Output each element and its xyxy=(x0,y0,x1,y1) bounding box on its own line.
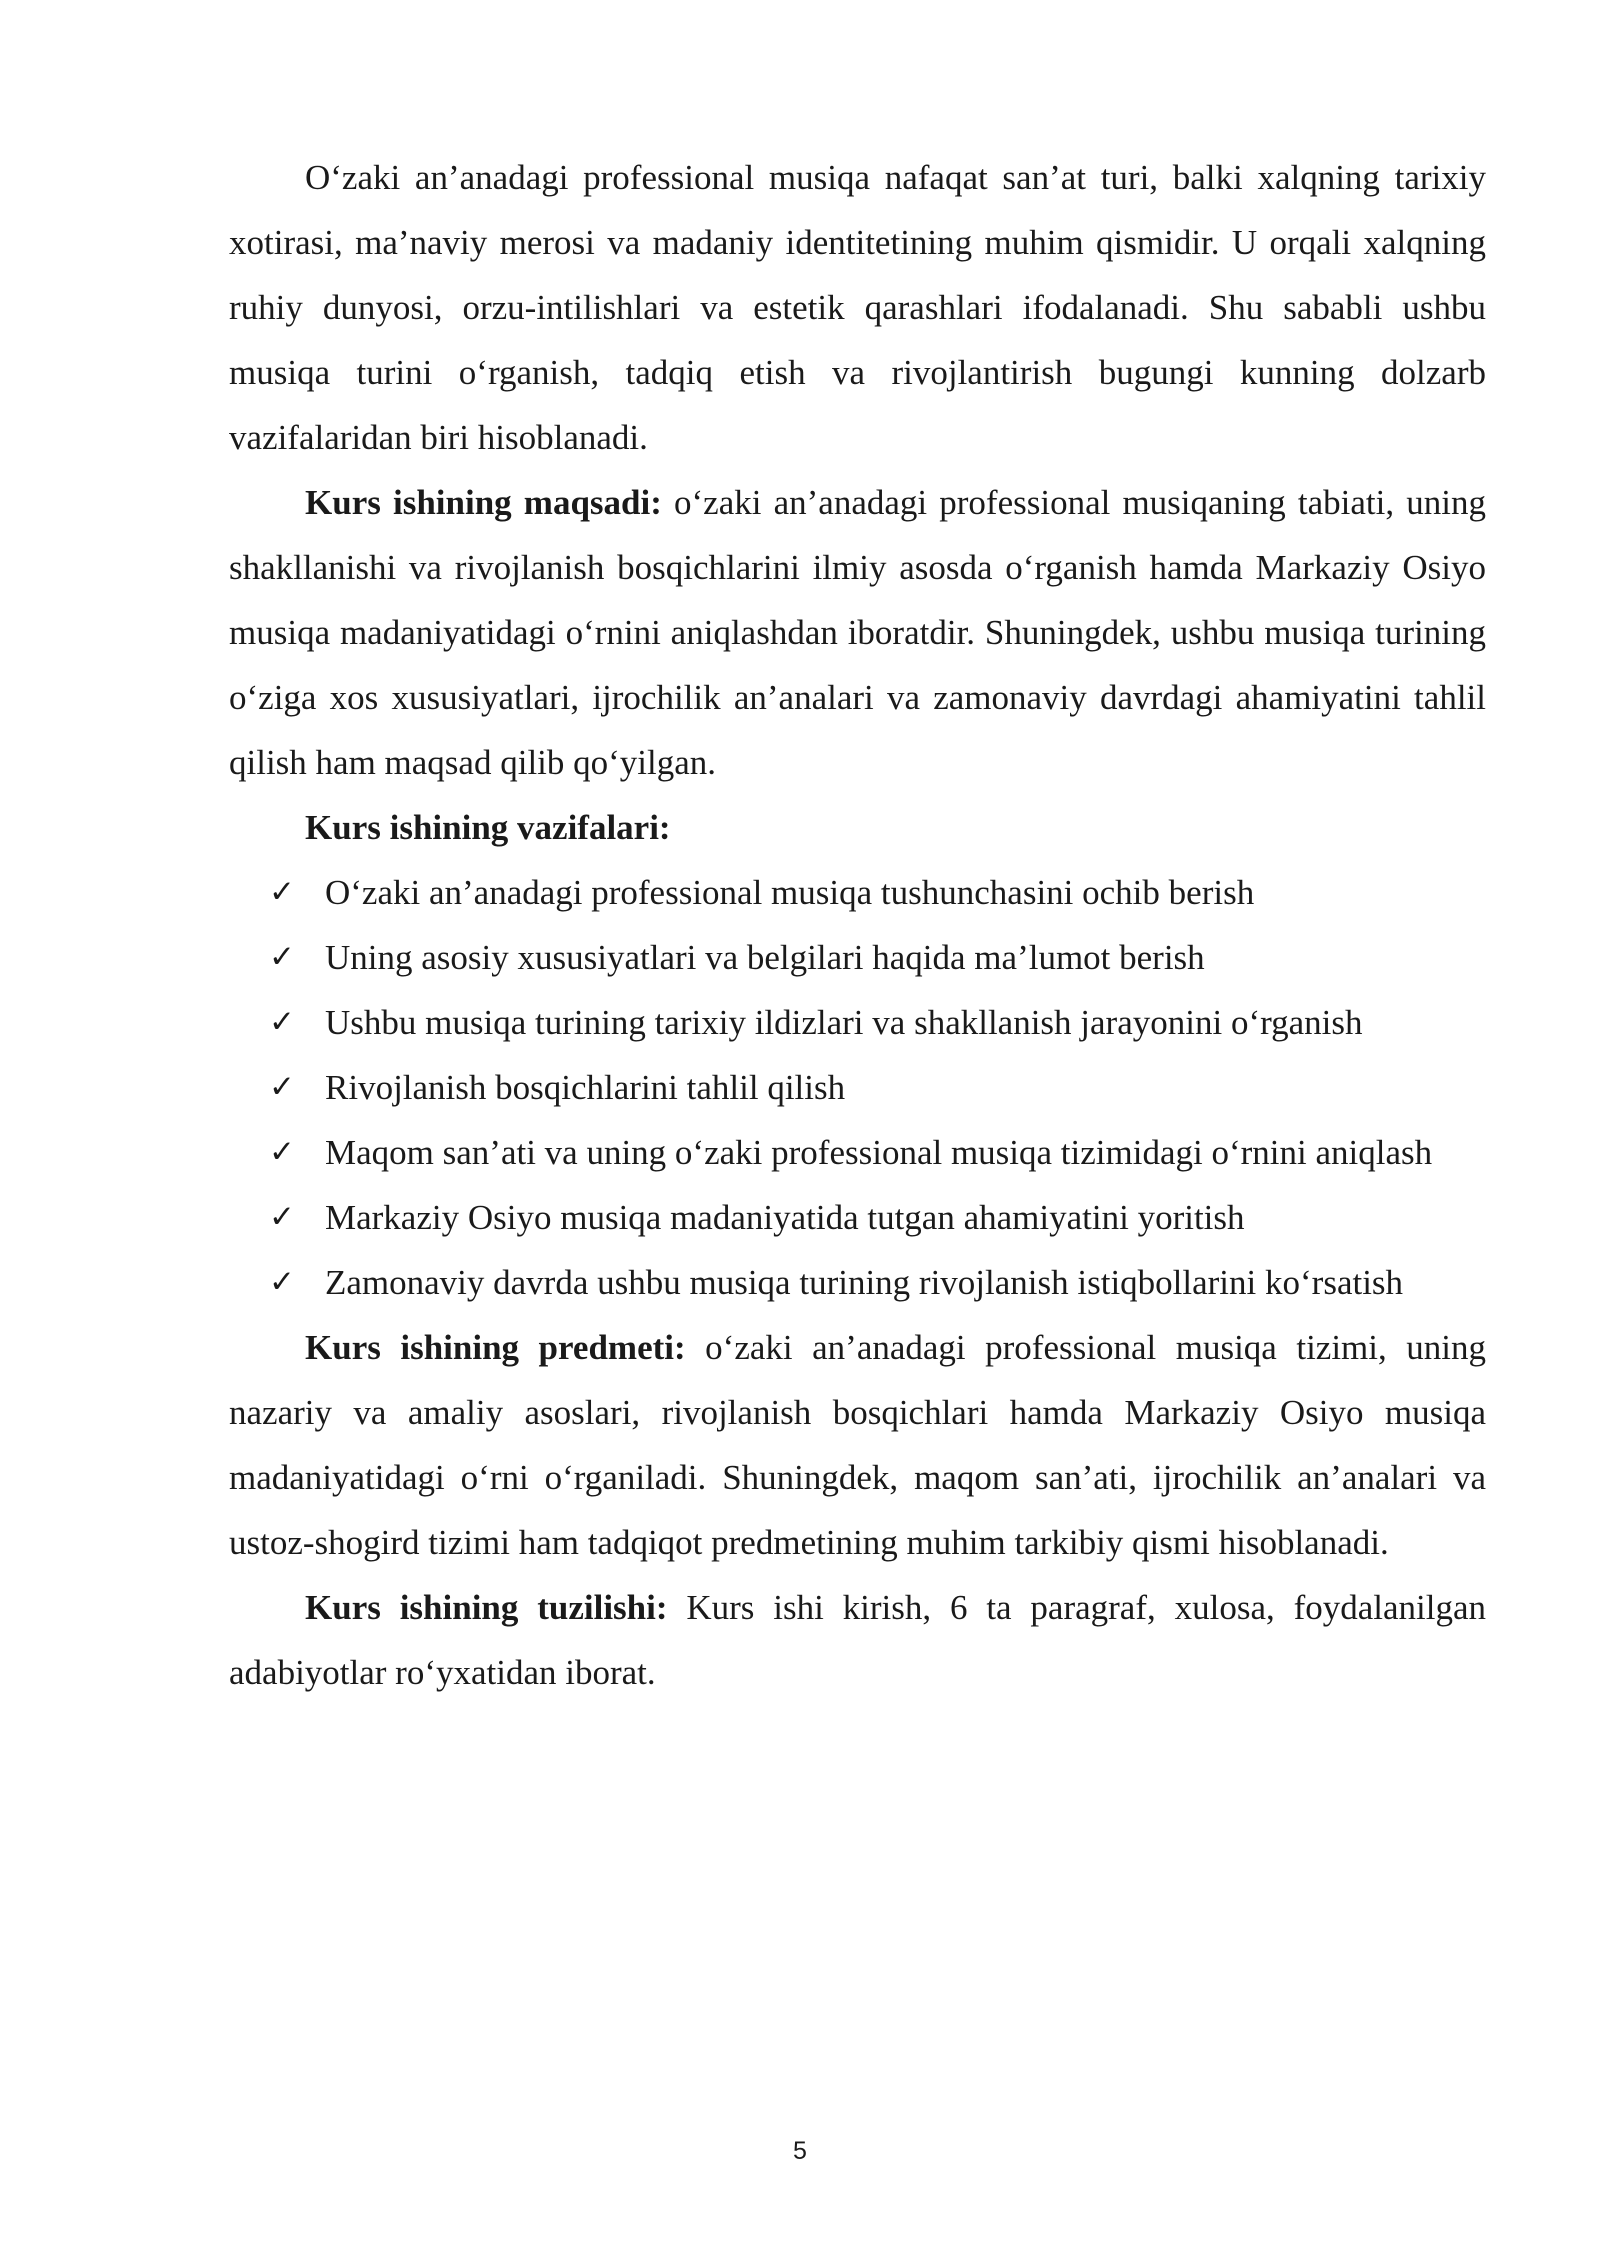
subject-label: Kurs ishining predmeti: xyxy=(305,1328,686,1367)
list-item xyxy=(229,925,1486,990)
checkmark-icon: ✓ xyxy=(269,1134,295,1170)
tasks-label: Kurs ishining vazifalari: xyxy=(305,808,671,847)
task-text: Markaziy Osiyo musiqa madaniyatida tutgan ahamiyatini yoritish xyxy=(325,1198,1245,1237)
list-item xyxy=(229,1250,1486,1315)
checkmark-icon: ✓ xyxy=(269,1004,295,1040)
list-item xyxy=(229,860,1486,925)
goal-text: o‘zaki an’anadagi professional musiqaning tabiati, uning shakllanishi va rivojlanish bosqichlarini ilmiy asosda o‘rganish hamda Markaziy Osiyo musiqa madaniyatidagi o‘rnini aniqlashdan iboratdir. Shuningdek, ushbu musiqa turining o‘ziga xos xususiyatlari, ijrochilik an’analari va zamonaviy davrdagi ahamiyatini tahlil qilish ham maqsad qilib qo‘yilgan. xyxy=(229,483,1486,782)
list-item xyxy=(229,990,1486,1055)
task-text: Ushbu musiqa turining tarixiy ildizlari va shakllanish jarayonini o‘rganish xyxy=(325,1003,1363,1042)
checkmark-icon: ✓ xyxy=(269,939,295,975)
goal-paragraph xyxy=(229,470,1486,795)
subject-paragraph xyxy=(229,1315,1486,1575)
task-text: Uning asosiy xususiyatlari va belgilari haqida ma’lumot berish xyxy=(325,938,1205,977)
list-item xyxy=(229,1055,1486,1120)
task-text: Rivojlanish bosqichlarini tahlil qilish xyxy=(325,1068,846,1107)
structure-text: Kurs ishi kirish, 6 ta paragraf, xulosa, foydalanilgan adabiyotlar ro‘yxatidan iborat. xyxy=(229,1588,1486,1692)
task-text: O‘zaki an’anadagi professional musiqa tushunchasini ochib berish xyxy=(325,873,1255,912)
tasks-heading xyxy=(229,795,1486,860)
goal-label: Kurs ishining maqsadi: xyxy=(305,483,662,522)
checkmark-icon: ✓ xyxy=(269,1264,295,1300)
task-text: Maqom san’ati va uning o‘zaki professional musiqa tizimidagi o‘rnini aniqlash xyxy=(325,1133,1433,1172)
page-number: 5 xyxy=(793,2137,807,2165)
intro-paragraph: O‘zaki an’anadagi professional musiqa nafaqat san’at turi, balki xalqning tarixiy xotirasi, ma’naviy merosi va madaniy identitetining muhim qismidir. U orqali xalqning ruhiy dunyosi, orzu-intilishlari va estetik qarashlari ifodalanadi. Shu sababli ushbu musiqa turini o‘rganish, tadqiq etish va rivojlantirish bugungi kunning dolzarb vazifalaridan biri hisoblanadi. xyxy=(229,158,1486,457)
list-item xyxy=(229,1185,1486,1250)
page-body xyxy=(229,145,1486,1705)
checkmark-icon: ✓ xyxy=(269,874,295,910)
tasks-list xyxy=(229,860,1486,1315)
structure-paragraph xyxy=(229,1575,1486,1705)
structure-label: Kurs ishining tuzilishi: xyxy=(305,1588,668,1627)
task-text: Zamonaviy davrda ushbu musiqa turining rivojlanish istiqbollarini ko‘rsatish xyxy=(325,1263,1404,1302)
checkmark-icon: ✓ xyxy=(269,1069,295,1105)
list-item xyxy=(229,1120,1486,1185)
subject-text: o‘zaki an’anadagi professional musiqa tizimi, uning nazariy va amaliy asoslari, rivojlanish bosqichlari hamda Markaziy Osiyo musiqa madaniyatidagi o‘rni o‘rganiladi. Shuningdek, maqom san’ati, ijrochilik an’analari va ustoz-shogird tizimi ham tadqiqot predmetining muhim tarkibiy qismi hisoblanadi. xyxy=(229,1328,1486,1562)
checkmark-icon: ✓ xyxy=(269,1199,295,1235)
